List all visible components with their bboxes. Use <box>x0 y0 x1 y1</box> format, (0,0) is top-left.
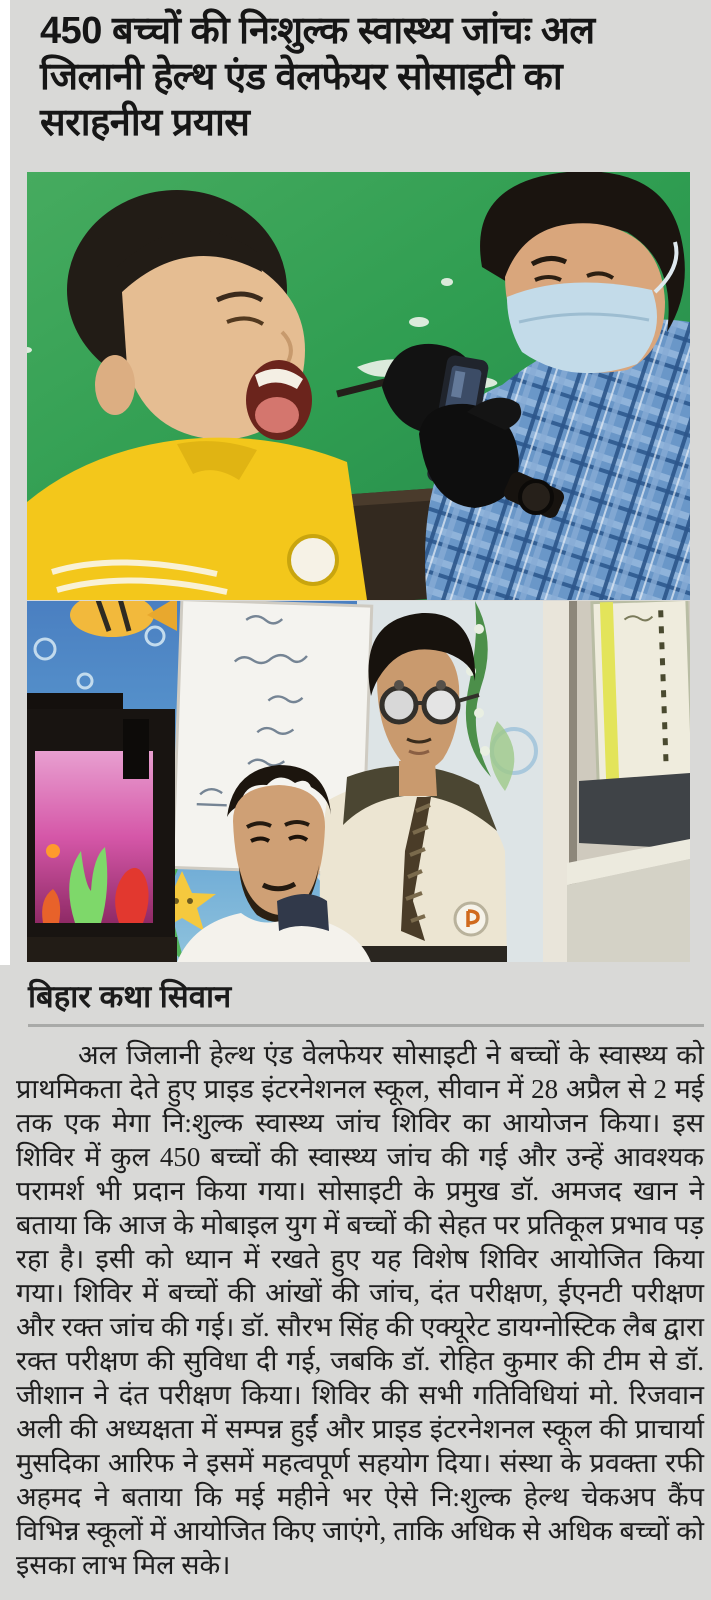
article-body: अल जिलानी हेल्थ एंड वेलफेयर सोसाइटी ने बच्चों के स्वास्थ्य को प्राथमिकता देते हुए प्राइड इंटरनेशनल स्कूल, सीवान में 28 अप्रैल से 2 मई तक एक मेगा नि:शुल्क स्वास्थ्य जांच शिविर का आयोजन किया। इस शिविर में कुल 450 बच्चों की स्वास्थ्य जांच की गई और उन्हें आवश्यक परामर्श भी प्रदान किया गया। सोसाइटी के प्रमुख डॉ. अमजद खान ने बताया कि आज के मोबाइल युग में बच्चों की सेहत पर प्रतिकूल प्रभाव पड़ रहा है। इसी को ध्यान में रखते हुए यह विशेष शिविर आयोजित किया गया। शिविर में बच्चों की आंखों की जांच, दंत परीक्षण, ईएनटी परीक्षण और रक्त जांच की गई। डॉ. सौरभ सिंह की एक्यूरेट डायग्नोस्टिक लैब द्वारा रक्त परीक्षण की सुविधा दी गई, जबकि डॉ. रोहित कुमार की टीम से डॉ. जीशान ने दंत परीक्षण किया। शिविर की सभी गतिविधियां मो. रिजवान अली की अध्यक्षता में सम्पन्न हुईं और प्राइड इंटरनेशनल स्कूल की प्राचार्या मुसदिका आरिफ ने इसमें महत्वपूर्ण सहयोग दिया। संस्था के प्रवक्ता रफी अहमद ने बताया कि मई महीने भर ऐसे नि:शुल्क हेल्थ चेकअप कैंप विभिन्न स्कूलों में आयोजित किए जाएंगे, ताकि अधिक से अधिक बच्चों को इसका लाभ मिल सके। <box>16 1040 704 1580</box>
aquarium-fish <box>46 844 60 858</box>
aquarium <box>27 693 177 962</box>
section-divider <box>28 1024 704 1027</box>
school-logo-patch <box>455 903 487 935</box>
dark-jacket <box>277 894 329 931</box>
section-heading: बिहार कथा सिवान <box>28 979 232 1014</box>
photo-eye-exam-classroom <box>27 601 690 962</box>
boy-ear <box>95 355 135 415</box>
photo-eye-exam-illustration <box>27 601 690 962</box>
boy-tongue <box>255 397 299 433</box>
photo-dental-checkup-illustration <box>27 172 690 600</box>
door-frame <box>543 601 569 962</box>
wall-chart <box>592 601 690 783</box>
article-headline: 450 बच्चों की निःशुल्क स्वास्थ्य जांचः अल जिलानी हेल्थ एंड वेलफेयर सोसाइटी का सराहनीय प्रयास <box>40 10 595 144</box>
page-left-margin <box>0 0 10 965</box>
aquarium-stand <box>27 937 177 962</box>
boy-shirt-logo <box>289 536 337 584</box>
photo-dental-checkup <box>27 172 690 600</box>
blackboard <box>579 773 690 849</box>
aquarium-filter <box>123 719 149 779</box>
